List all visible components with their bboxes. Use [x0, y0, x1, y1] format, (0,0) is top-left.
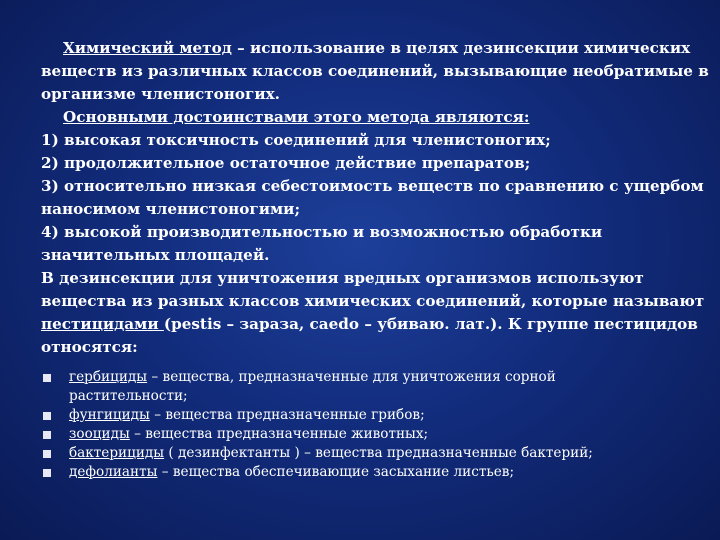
bullet-term: гербициды — [69, 369, 148, 385]
pesticides-rest: (pestis – зараза, caedo – убиваю. лат.). К группе пестицидов — [163, 315, 698, 333]
advantages-heading — [41, 106, 681, 129]
list-item — [41, 425, 681, 444]
list-item — [41, 444, 681, 463]
pesticides-paragraph — [41, 267, 705, 359]
intro-text: – использование в целях дезинсекции химических — [231, 39, 691, 57]
bullet-desc: – вещества обеспечивающие засыхание листьев; — [157, 464, 515, 480]
pesticides-line — [41, 313, 698, 336]
method-term: Химический метод — [63, 39, 232, 57]
advantage-item: 2) продолжительное остаточное действие препаратов; — [41, 154, 531, 172]
bullet-square-icon — [43, 374, 51, 382]
list-item — [41, 406, 681, 425]
bullet-square-icon — [43, 412, 51, 420]
bullet-desc: ( дезинфектанты ) – вещества предназначенные бактерий; — [164, 445, 593, 461]
list-item — [41, 368, 681, 406]
advantage-item: наносимом членистоногими; — [41, 200, 301, 218]
bullet-term: фунгициды — [69, 407, 150, 423]
bullet-desc: – вещества предназначенные грибов; — [149, 407, 425, 423]
intro-line — [41, 37, 691, 60]
bullet-term: зооциды — [69, 426, 130, 442]
pesticides-line: относятся: — [41, 338, 138, 356]
pesticide-group-list — [41, 368, 681, 482]
intro-line: веществ из различных классов соединений, вызывающие необратимые в — [41, 62, 709, 80]
list-item — [41, 463, 681, 482]
advantages-block — [41, 106, 704, 267]
bullet-desc-continued: растительности; — [69, 388, 188, 404]
bullet-desc: – вещества, предназначенные для уничтожения сорной — [147, 369, 556, 385]
bullet-desc: – вещества предназначенные животных; — [129, 426, 429, 442]
bullet-square-icon — [43, 469, 51, 477]
advantages-heading-text: Основными достоинствами этого метода являются: — [63, 108, 530, 126]
bullet-term: дефолианты — [69, 464, 158, 480]
pesticides-line: В дезинсекции для уничтожения вредных организмов используют — [41, 269, 644, 287]
bullet-term: бактерициды — [69, 445, 165, 461]
advantage-item: 1) высокая токсичность соединений для членистоногих; — [41, 131, 551, 149]
intro-line: организме членистоногих. — [41, 85, 280, 103]
bullet-square-icon — [43, 450, 51, 458]
advantage-item: 4) высокой производительностью и возможностью обработки — [41, 223, 603, 241]
bullet-square-icon — [43, 431, 51, 439]
pesticides-term: пестицидами — [41, 315, 164, 333]
intro-paragraph — [41, 37, 709, 106]
pesticides-line: вещества из разных классов химических соединений, которые называют — [41, 292, 705, 310]
advantage-item: значительных площадей. — [41, 246, 270, 264]
advantage-item: 3) относительно низкая себестоимость веществ по сравнению с ущербом — [41, 177, 704, 195]
